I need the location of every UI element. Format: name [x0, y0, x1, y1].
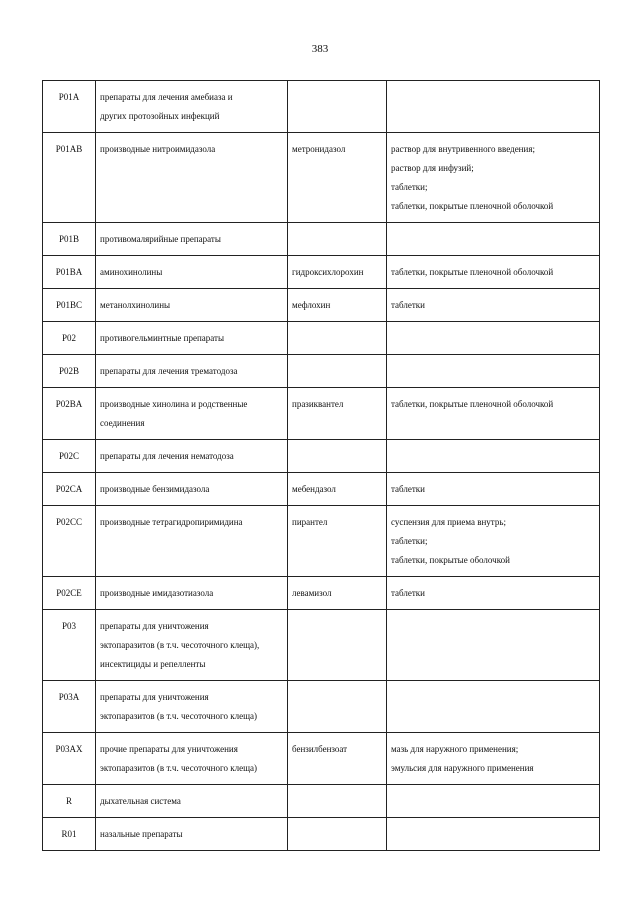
group-name-cell [96, 785, 288, 818]
group-name-cell [96, 133, 288, 223]
dosage-form-cell [387, 223, 600, 256]
dosage-form-cell [387, 577, 600, 610]
drug-name-cell [288, 473, 387, 506]
dosage-form-cell [387, 506, 600, 577]
cell-text-line: эктопаразитов (в т.ч. чесоточного клеща) [100, 763, 257, 773]
drug-name-cell [288, 133, 387, 223]
drug-name-cell [288, 681, 387, 733]
drug-name-cell [288, 733, 387, 785]
cell-text-line: таблетки [391, 588, 426, 598]
dosage-form-cell [387, 610, 600, 681]
cell-text-line: прочие препараты для уничтожения [100, 744, 238, 754]
cell-text-line: P01BA [55, 267, 83, 277]
cell-text-line: эктопаразитов (в т.ч. чесоточного клеща), [100, 640, 260, 650]
dosage-form-cell [387, 133, 600, 223]
group-name-cell [96, 322, 288, 355]
drug-name-cell [288, 440, 387, 473]
table-row [43, 256, 600, 289]
cell-text-line: P02C [58, 451, 79, 461]
group-name-cell [96, 256, 288, 289]
dosage-form-cell [387, 355, 600, 388]
table-row [43, 289, 600, 322]
table-row [43, 577, 600, 610]
group-name-cell [96, 506, 288, 577]
table-row [43, 322, 600, 355]
atc-code-cell [43, 733, 96, 785]
cell-text-line: противогельминтные препараты [100, 333, 225, 343]
cell-text-line: инсектициды и репелленты [100, 659, 206, 669]
cell-text-line: препараты для лечения трематодоза [100, 366, 238, 376]
dosage-form-cell [387, 388, 600, 440]
cell-text-line: P02 [61, 333, 76, 343]
cell-text-line: P01BC [55, 300, 82, 310]
cell-text-line: таблетки [391, 300, 426, 310]
atc-code-cell [43, 223, 96, 256]
group-name-cell [96, 818, 288, 851]
atc-code-cell [43, 577, 96, 610]
cell-text-line: P02CE [56, 588, 82, 598]
cell-text-line: производные нитроимидазола [100, 144, 216, 154]
drug-name-cell [288, 388, 387, 440]
dosage-form-cell [387, 289, 600, 322]
cell-text-line: метанолхинолины [100, 300, 171, 310]
cell-text-line: назальные препараты [100, 829, 183, 839]
atc-code-cell [43, 440, 96, 473]
drug-name-cell [288, 322, 387, 355]
cell-text-line: P01B [58, 234, 79, 244]
cell-text-line: таблетки, покрытые пленочной оболочкой [391, 399, 554, 409]
cell-text-line: эмульсия для наружного применения [391, 763, 534, 773]
group-name-cell [96, 681, 288, 733]
drug-name-cell [288, 785, 387, 818]
group-name-cell [96, 81, 288, 133]
table-row [43, 473, 600, 506]
cell-text-line: празиквантел [292, 399, 344, 409]
drug-name-cell [288, 256, 387, 289]
drug-name-cell [288, 81, 387, 133]
drug-name-cell [288, 577, 387, 610]
dosage-form-cell [387, 322, 600, 355]
atc-code-cell [43, 785, 96, 818]
table-row [43, 440, 600, 473]
cell-text-line: мефлохин [292, 300, 331, 310]
cell-text-line: препараты для уничтожения [100, 692, 209, 702]
atc-code-cell [43, 355, 96, 388]
cell-text-line: раствор для внутривенного введения; [391, 144, 535, 154]
table-row [43, 610, 600, 681]
atc-code-cell [43, 506, 96, 577]
dosage-form-cell [387, 256, 600, 289]
group-name-cell [96, 388, 288, 440]
cell-text-line: противомалярийные препараты [100, 234, 221, 244]
cell-text-line: раствор для инфузий; [391, 163, 474, 173]
table-row [43, 681, 600, 733]
table-row [43, 388, 600, 440]
cell-text-line: R [65, 796, 72, 806]
group-name-cell [96, 473, 288, 506]
table-row [43, 506, 600, 577]
table-body [43, 81, 600, 851]
cell-text-line: P02CA [55, 484, 83, 494]
atc-code-cell [43, 81, 96, 133]
cell-text-line: других протозойных инфекций [100, 111, 220, 121]
cell-text-line: P02BA [55, 399, 83, 409]
cell-text-line: мазь для наружного применения; [391, 744, 519, 754]
dosage-form-cell [387, 733, 600, 785]
cell-text-line: таблетки; [391, 536, 428, 546]
cell-text-line: препараты для лечения амебиаза и [100, 92, 233, 102]
cell-text-line: P03AX [55, 744, 83, 754]
group-name-cell [96, 223, 288, 256]
cell-text-line: пирантел [292, 517, 328, 527]
table-row [43, 785, 600, 818]
cell-text-line: P03A [58, 692, 80, 702]
table-row [43, 818, 600, 851]
group-name-cell [96, 610, 288, 681]
drug-name-cell [288, 818, 387, 851]
drug-name-cell [288, 355, 387, 388]
cell-text-line: таблетки [391, 484, 426, 494]
cell-text-line: мебендазол [292, 484, 336, 494]
cell-text-line: P01AB [55, 144, 83, 154]
atc-code-cell [43, 289, 96, 322]
table-row [43, 133, 600, 223]
cell-text-line: препараты для лечения нематодоза [100, 451, 234, 461]
cell-text-line: бензилбензоат [292, 744, 348, 754]
dosage-form-cell [387, 81, 600, 133]
group-name-cell [96, 577, 288, 610]
cell-text-line: P02CC [55, 517, 82, 527]
cell-text-line: производные тетрагидропиримидина [100, 517, 243, 527]
table-row [43, 81, 600, 133]
dosage-form-cell [387, 440, 600, 473]
group-name-cell [96, 289, 288, 322]
cell-text-line: суспензия для приема внутрь; [391, 517, 506, 527]
dosage-form-cell [387, 818, 600, 851]
cell-text-line: левамизол [292, 588, 332, 598]
cell-text-line: эктопаразитов (в т.ч. чесоточного клеща) [100, 711, 257, 721]
atc-code-cell [43, 256, 96, 289]
drug-name-cell [288, 506, 387, 577]
cell-text-line: дыхательная система [100, 796, 181, 806]
cell-text-line: P02B [58, 366, 79, 376]
group-name-cell [96, 733, 288, 785]
cell-text-line: производные имидазотиазола [100, 588, 214, 598]
cell-text-line: метронидазол [292, 144, 346, 154]
cell-text-line: производные хинолина и родственные [100, 399, 248, 409]
page-number: 383 [311, 43, 329, 55]
group-name-cell [96, 440, 288, 473]
drug-table [42, 80, 600, 851]
dosage-form-cell [387, 785, 600, 818]
atc-code-cell [43, 322, 96, 355]
atc-code-cell [43, 133, 96, 223]
cell-text-line: P03 [61, 621, 76, 631]
cell-text-line: соединения [100, 418, 145, 428]
cell-text-line: аминохинолины [100, 267, 163, 277]
dosage-form-cell [387, 681, 600, 733]
cell-text-line: гидроксихлорохин [292, 267, 364, 277]
dosage-form-cell [387, 473, 600, 506]
cell-text-line: производные бензимидазола [100, 484, 210, 494]
table-row [43, 223, 600, 256]
atc-code-cell [43, 681, 96, 733]
cell-text-line: R01 [61, 829, 77, 839]
cell-text-line: таблетки, покрытые пленочной оболочкой [391, 267, 554, 277]
cell-text-line: таблетки; [391, 182, 428, 192]
cell-text-line: таблетки, покрытые оболочкой [391, 555, 510, 565]
group-name-cell [96, 355, 288, 388]
cell-text-line: P01A [58, 92, 80, 102]
atc-code-cell [43, 388, 96, 440]
drug-name-cell [288, 223, 387, 256]
atc-code-cell [43, 610, 96, 681]
table-row [43, 355, 600, 388]
table-row [43, 733, 600, 785]
atc-code-cell [43, 473, 96, 506]
drug-name-cell [288, 289, 387, 322]
cell-text-line: препараты для уничтожения [100, 621, 209, 631]
drug-name-cell [288, 610, 387, 681]
atc-code-cell [43, 818, 96, 851]
cell-text-line: таблетки, покрытые пленочной оболочкой [391, 201, 554, 211]
